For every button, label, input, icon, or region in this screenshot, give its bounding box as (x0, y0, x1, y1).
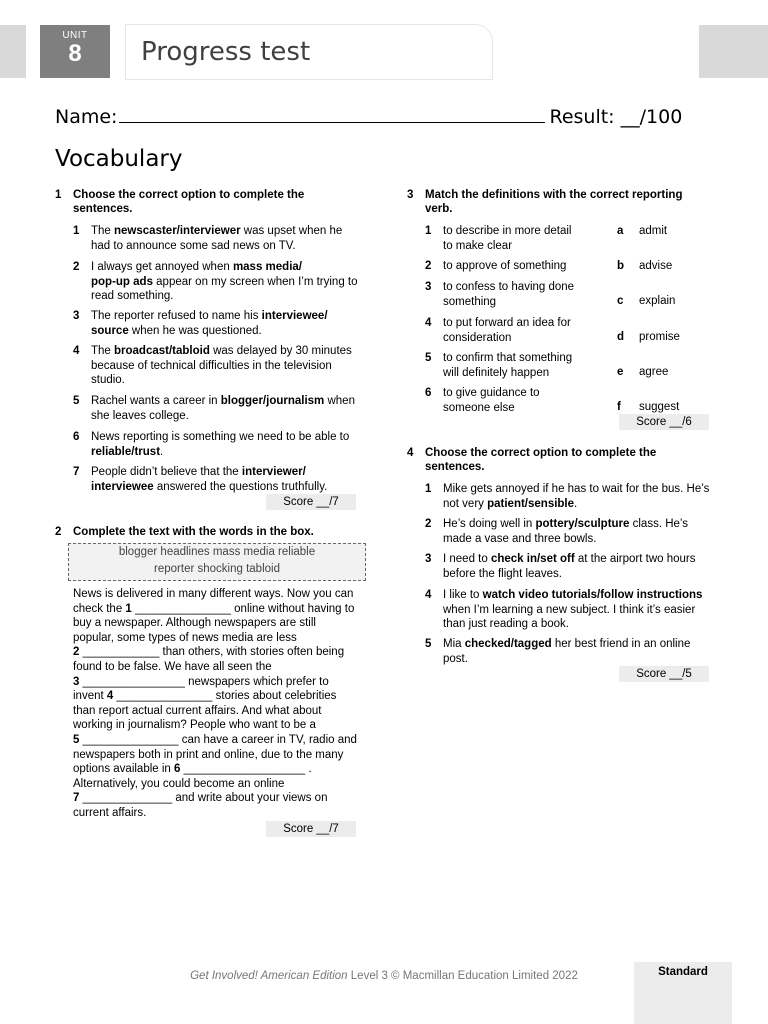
q3-verb-letter: a (617, 225, 624, 237)
q3-verb-letter: b (617, 260, 625, 272)
q1-item-4 (73, 344, 363, 388)
q3-definition-1 (425, 224, 605, 253)
q2-heading (55, 525, 355, 541)
q2-passage-line: options available in 6 ___________________ . (73, 763, 312, 776)
q1-item-number: 5 (73, 395, 80, 407)
q1-item-1 (73, 224, 363, 253)
q1-number: 1 (55, 189, 62, 201)
q2-passage-line: found to be false. We have all seen the (73, 660, 272, 673)
word-box-line-1: blogger headlines mass media reliable (118, 546, 316, 558)
q2-passage-line: invent 4 _______________ stories about celebrities (73, 690, 337, 703)
q2-passage-line: 5 _______________ can have a career in TV, radio and (73, 733, 357, 746)
left-grey-tab (0, 25, 26, 78)
word-box-line-2: reporter shocking tabloid (154, 563, 280, 575)
q4-item-text: Mike gets annoyed if he has to wait for the bus. He’s not very patient/sensible. (443, 483, 710, 510)
unit-badge (40, 25, 110, 78)
q2-passage-line: working in journalism? People who want to be a (73, 719, 316, 732)
q3-definition-2 (425, 259, 605, 274)
q1-item-number: 3 (73, 310, 80, 322)
q3-score: Score __/6 (619, 414, 709, 430)
q1-item-5 (73, 394, 363, 423)
q3-definition-number: 5 (425, 352, 432, 364)
q3-heading (407, 188, 707, 218)
q3-verb-letter: f (617, 401, 621, 413)
q3-definition-text: to confirm that something will definitely happen (443, 352, 573, 379)
standard-box (634, 962, 732, 1024)
q3-instruction: Match the definitions with the correct reporting verb. (425, 189, 683, 215)
q1-item-text: The reporter refused to name his interviewee/ source when he was questioned. (91, 310, 328, 337)
q3-definition-text: to put forward an idea for consideration (443, 317, 571, 344)
q2-number: 2 (55, 526, 62, 538)
q3-definition-text: to confess to having done something (443, 281, 575, 308)
q4-item-number: 2 (425, 518, 432, 530)
q1-item-number: 4 (73, 345, 80, 357)
q4-item-1 (425, 482, 715, 511)
q1-heading (55, 188, 355, 218)
q1-item-number: 6 (73, 431, 80, 443)
q4-item-2 (425, 517, 715, 546)
footer-copyright: Level 3 © Macmillan Education Limited 2022 (347, 970, 578, 982)
standard-label: Standard (658, 966, 708, 978)
q3-verb-word: admit (639, 225, 668, 237)
q4-score: Score __/5 (619, 666, 709, 682)
q3-verb-word: explain (639, 295, 676, 307)
result-label: Result: __/100 (549, 106, 683, 128)
q2-passage-line: 3 ________________ newspapers which prefer to (73, 675, 329, 688)
q3-verb-word: suggest (639, 401, 680, 413)
q4-instruction: Choose the correct option to complete the sentences. (425, 447, 657, 473)
q3-number: 3 (407, 189, 414, 201)
q3-verb-letter: c (617, 295, 624, 307)
q2-passage-line: newspapers both in print and online, due to the many (73, 748, 344, 761)
q4-item-3 (425, 552, 715, 581)
q3-definition-number: 6 (425, 387, 432, 399)
q4-item-number: 3 (425, 553, 432, 565)
q1-item-6 (73, 430, 363, 459)
footer-book-title: Get Involved! American Edition (190, 970, 348, 982)
name-result-line (55, 106, 695, 128)
q3-definition-text: to approve of something (443, 260, 567, 272)
right-grey-tab (699, 25, 768, 78)
q2-passage (73, 587, 363, 821)
word-box (68, 543, 366, 581)
q3-definition-5 (425, 351, 605, 380)
q1-item-3 (73, 309, 363, 338)
q2-passage-line: current affairs. (73, 806, 147, 819)
q3-definition-4 (425, 316, 605, 345)
q4-item-text: I like to watch video tutorials/follow instructions when I’m learning a new subject. I think it’s easier than just reading a book. (443, 589, 703, 630)
page-title: Progress test (141, 37, 311, 67)
q4-item-text: I need to check in/set off at the airport two hours before the flight leaves. (443, 553, 696, 580)
q3-definition-text: to give guidance to someone else (443, 387, 540, 414)
q1-item-text: News reporting is something we need to be able to reliable/trust. (91, 431, 350, 458)
q1-item-number: 2 (73, 261, 80, 273)
q2-passage-line: News is delivered in many different ways. Now you can (73, 588, 354, 600)
q4-item-number: 4 (425, 589, 432, 601)
q3-verb-word: promise (639, 331, 680, 343)
q3-definition-number: 2 (425, 260, 432, 272)
q4-number: 4 (407, 447, 414, 459)
q3-definition-number: 1 (425, 225, 432, 237)
q1-item-text: The broadcast/tabloid was delayed by 30 minutes because of technical difficulties in the television studio. (91, 345, 352, 386)
q4-item-5 (425, 637, 715, 666)
q2-instruction: Complete the text with the words in the box. (73, 526, 314, 538)
q3-verb-word: agree (639, 366, 669, 378)
q3-definition-3 (425, 280, 605, 309)
q1-item-number: 7 (73, 466, 80, 478)
q2-passage-line: Alternatively, you could become an online (73, 777, 285, 790)
q3-verb-letter: e (617, 366, 624, 378)
q4-item-number: 1 (425, 483, 432, 495)
q3-definition-6 (425, 386, 605, 415)
q2-score: Score __/7 (266, 821, 356, 837)
q2-passage-line: 7 ______________ and write about your views on (73, 792, 328, 805)
q4-item-text: Mia checked/tagged her best friend in an online post. (443, 638, 691, 665)
q2-passage-line: popular, some types of news media are less (73, 631, 297, 644)
q2-passage-line: buy a newspaper. Although newspapers are still (73, 617, 316, 630)
q1-item-text: Rachel wants a career in blogger/journalism when she leaves college. (91, 395, 355, 422)
unit-label: UNIT (62, 30, 88, 41)
q4-heading (407, 446, 707, 476)
q1-item-number: 1 (73, 225, 80, 237)
q4-item-number: 5 (425, 638, 432, 650)
q3-verb-word: advise (639, 260, 673, 272)
q1-item-text: I always get annoyed when mass media/ pop-up ads appear on my screen when I’m trying to read something. (91, 261, 358, 302)
q3-definition-text: to describe in more detail to make clear (443, 225, 572, 252)
q3-definition-number: 3 (425, 281, 432, 293)
q1-item-text: The newscaster/interviewer was upset when he had to announce some sad news on TV. (91, 225, 343, 252)
q2-passage-line: check the 1 _______________ online without having to (73, 602, 355, 615)
q2-passage-line: than report actual current affairs. And what about (73, 704, 322, 717)
q2-passage-line: 2 ____________ than others, with stories often being (73, 646, 345, 659)
unit-number: 8 (68, 40, 82, 67)
q3-verb-letter: d (617, 331, 625, 343)
q1-score: Score __/7 (266, 494, 356, 510)
q1-instruction: Choose the correct option to complete the sentences. (73, 189, 305, 215)
section-title: Vocabulary (55, 146, 183, 172)
q1-item-2 (73, 260, 363, 304)
q1-item-7 (73, 465, 363, 494)
name-label: Name: (55, 106, 118, 128)
q4-item-4 (425, 588, 715, 632)
title-box (125, 24, 493, 80)
q1-item-text: People didn’t believe that the interviewer/ interviewee answered the questions truthfully. (91, 466, 328, 493)
q4-item-text: He’s doing well in pottery/sculpture class. He’s made a vase and three bowls. (443, 518, 689, 545)
q3-definition-number: 4 (425, 317, 432, 329)
name-blank-line (119, 106, 545, 123)
